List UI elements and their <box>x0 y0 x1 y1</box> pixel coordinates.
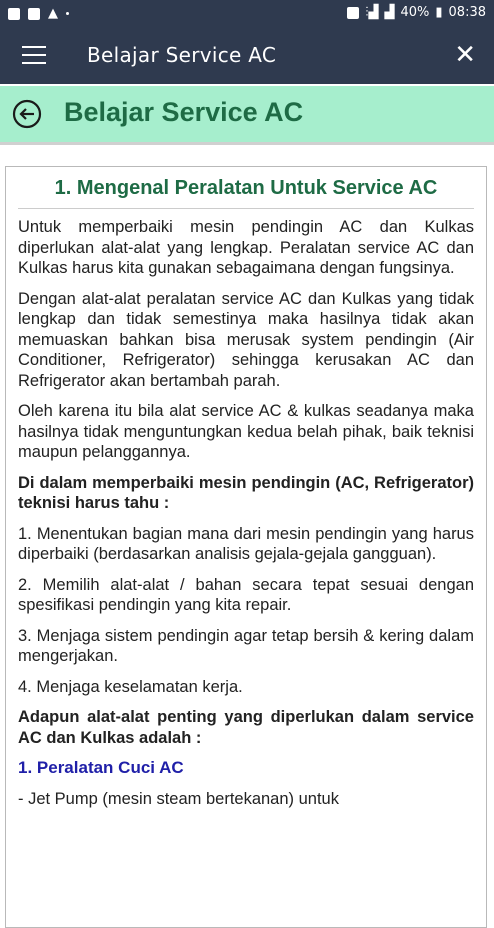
bold-intro: Di dalam memperbaiki mesin pendingin (AC, Refrigerator) teknisi harus tahu : <box>18 473 474 512</box>
nfc-icon <box>347 7 359 19</box>
signal-bars-icon: ▟ <box>384 5 395 20</box>
list-item: 1. Menentukan bagian mana dari mesin pendingin yang harus diperbaiki (berdasarkan analisis gejala-gejala gangguan). <box>18 524 474 563</box>
status-bar <box>0 0 494 28</box>
status-left-icons <box>8 6 69 21</box>
battery-icon: ▮ <box>435 5 443 20</box>
list-item: 2. Memilih alat-alat / bahan secara tepat sesuai dengan spesifikasi pendingin yang kita repair. <box>18 575 474 614</box>
bold-outro: Adapun alat-alat penting yang diperlukan dalam service AC dan Kulkas adalah : <box>18 708 474 747</box>
page-header <box>0 86 494 145</box>
article-body <box>6 209 486 809</box>
paragraph: Untuk memperbaiki mesin pendingin AC dan Kulkas diperlukan alat-alat yang lengkap. Peralatan service AC dan Kulkas harus kita gunakan sebagaimana dengan fungsinya. <box>18 218 474 277</box>
back-arrow-icon[interactable] <box>12 99 42 129</box>
app-title: Belajar Service AC <box>87 43 277 67</box>
article-card <box>5 166 487 928</box>
dot-icon <box>66 12 69 15</box>
paragraph: Oleh karena itu bila alat service AC & kulkas seadanya maka hasilnya tidak menguntungkan kedua belah pihak, baik teknisi maupun pelanggannya. <box>18 402 474 461</box>
list-item: 3. Menjaga sistem pendingin agar tetap bersih & kering dalam mengerjakan. <box>18 626 474 665</box>
clock: 08:38 <box>448 5 486 20</box>
list-item: 4. Menjaga keselamatan kerja. <box>18 677 243 696</box>
paragraph: Dengan alat-alat peralatan service AC dan Kulkas yang tidak lengkap dan tidak semestinya maka hasilnya tidak akan memuaskan bahkan bisa merusak system pendingin (Air Conditioner, Refrigerator) sehingga kerusakan AC dan Refrigerator akan bertambah parah. <box>18 289 474 390</box>
partial-line: - Jet Pump (mesin steam bertekanan) untuk <box>18 789 339 808</box>
signal-icon: ⫶▟ <box>365 5 379 20</box>
image-icon <box>8 8 20 20</box>
close-icon[interactable]: ✕ <box>454 40 476 70</box>
warning-icon: ▲ <box>48 6 58 21</box>
section-title: 1. Mengenal Peralatan Untuk Service AC <box>18 177 474 209</box>
status-right-icons <box>347 5 486 20</box>
battery-level: 40% <box>400 5 430 20</box>
page-title: Belajar Service AC <box>64 97 304 127</box>
menu-icon[interactable] <box>22 46 46 64</box>
subheading: 1. Peralatan Cuci AC <box>18 758 184 777</box>
calendar-icon <box>28 8 40 20</box>
app-bar <box>0 28 494 84</box>
